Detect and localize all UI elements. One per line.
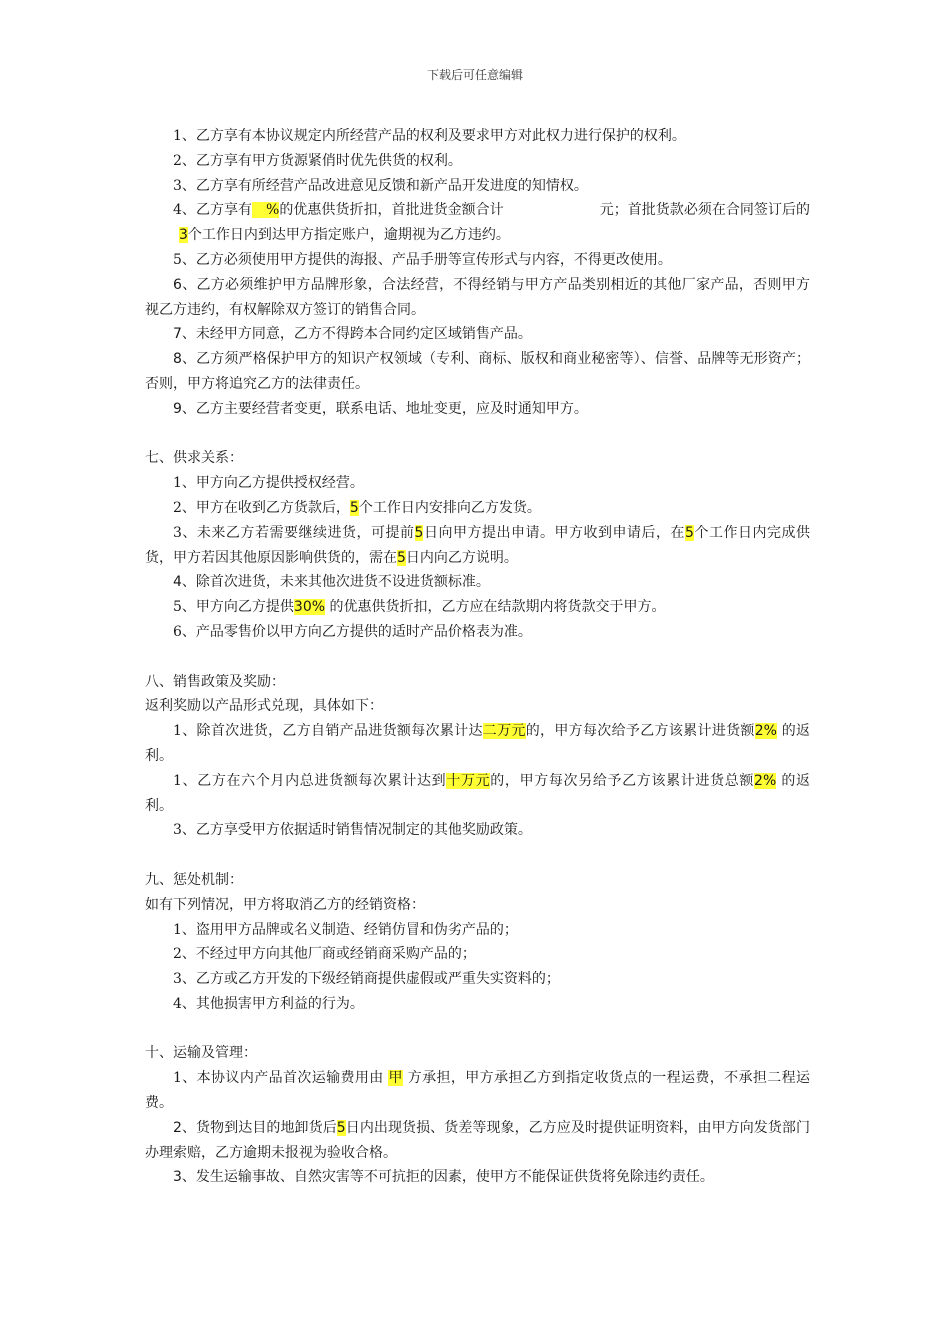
- payment-days-highlight: 3: [179, 227, 188, 244]
- party-a-highlight: 甲: [388, 1070, 403, 1087]
- clause-8-1-text-c: 的返利。: [145, 723, 811, 764]
- clause-8-1: [145, 719, 810, 769]
- clause-10-2: [145, 1116, 810, 1166]
- clause-7-5-text-a: 5、甲方向乙方提供: [173, 599, 294, 616]
- clause-7-5-text-b: 的优惠供货折扣，乙方应在结款期内将货款交于甲方。: [329, 599, 666, 616]
- clause-8-2: [145, 769, 810, 819]
- delivery-days-highlight: 5: [349, 499, 359, 516]
- threshold-amount-highlight: 二万元: [482, 723, 526, 740]
- section-8-title: 八、销售政策及奖励：: [145, 673, 285, 690]
- clause-6-2: 2、乙方享有甲方货源紧俏时优先供货的权利。: [173, 152, 462, 169]
- notice-days-highlight: 5: [397, 549, 406, 566]
- extra-rebate-rate-highlight: 2%: [754, 772, 777, 789]
- section-8-intro: 返利奖励以产品形式兑现，具体如下：: [145, 698, 383, 715]
- page-header: 下载后可任意编辑: [426, 68, 523, 82]
- claim-days-highlight: 5: [336, 1119, 346, 1136]
- clause-8-2-text-c: 的返利。: [145, 772, 811, 814]
- clause-10-1: [145, 1066, 810, 1116]
- clause-6-9: [145, 397, 810, 422]
- clause-7-3-text-c: 个工作日内完成供货，甲方若因其他原因影响供货的，需在: [145, 524, 811, 566]
- clause-6-8: [145, 347, 810, 397]
- clause-9-3: 3、乙方或乙方开发的下级经销商提供虚假或严重失实资料的；: [173, 971, 560, 988]
- clause-7-2: [145, 496, 810, 521]
- advance-days-highlight: 5: [414, 524, 424, 541]
- supply-days-highlight: 5: [685, 524, 694, 541]
- clause-6-7: [145, 322, 810, 347]
- clause-6-8-number: 8: [173, 351, 182, 368]
- clause-10-3: [145, 1165, 810, 1190]
- clause-7-3-text-d: 日内向乙方说明。: [405, 549, 518, 566]
- clause-7-1: 1、甲方向乙方提供授权经营。: [173, 475, 364, 492]
- clause-10-2-number: 2: [173, 1119, 182, 1136]
- section-7-title: 七、供求关系：: [145, 450, 243, 467]
- clause-6-4-text-a: 4、乙方享有: [173, 202, 253, 219]
- clause-10-1-text-b: 方承担，甲方承担乙方到指定收货点的一程运费，不承担二程运费。: [145, 1070, 811, 1112]
- clause-6-6-text: 、乙方必须维护甲方品牌形象，合法经营，不得经销与甲方产品类别相近的其他厂家产品，否则甲方视乙方违约，有权解除双方签订的销售合同。: [145, 276, 810, 318]
- clause-8-2-text-a: 1、乙方在六个月内总进货额每次累计达到: [173, 772, 447, 789]
- clause-6-9-text: 、乙方主要经营者变更，联系电话、地址变更，应及时通知甲方。: [181, 400, 588, 417]
- clause-9-4: 4、其他损害甲方利益的行为。: [173, 995, 364, 1012]
- document-body: [145, 124, 810, 1190]
- clause-7-3-text-b: 日向甲方提出申请。甲方收到申请后，在: [423, 524, 686, 541]
- clause-8-3: 3、乙方享受甲方依据适时销售情况制定的其他奖励政策。: [173, 822, 532, 839]
- clause-6-3: 3、乙方享有所经营产品改进意见反馈和新产品开发进度的知情权。: [173, 177, 588, 194]
- section-9-intro: 如有下列情况，甲方将取消乙方的经销资格：: [145, 896, 425, 913]
- clause-7-2-text-b: 个工作日内安排向乙方发货。: [358, 499, 541, 516]
- clause-9-2: 2、不经过甲方向其他厂商或经销商采购产品的；: [173, 946, 476, 963]
- clause-7-5: [145, 595, 810, 620]
- clause-6-9-number: 9: [173, 400, 182, 417]
- clause-7-4-number: 4: [173, 574, 182, 591]
- clause-6-6-number: 6: [173, 276, 182, 293]
- six-month-amount-highlight: 十万元: [446, 772, 491, 789]
- clause-8-2-text-b: 的，甲方每次另给予乙方该累计进货总额: [490, 772, 755, 789]
- clause-10-2-text-a: 、货物到达目的地卸货后: [181, 1119, 337, 1136]
- clause-6-7-text: 、未经甲方同意，乙方不得跨本合同约定区域销售产品。: [181, 326, 532, 343]
- clause-8-1-text-b: 的，甲方每次给予乙方该累计进货额: [525, 723, 755, 740]
- discount-rate-highlight: 30%: [293, 599, 326, 616]
- clause-6-6: [145, 273, 810, 323]
- clause-6-1: 1、乙方享有本协议规定内所经营产品的权利及要求甲方对此权力进行保护的权利。: [173, 128, 686, 144]
- discount-percent-sign: %: [266, 202, 280, 219]
- clause-9-1: 1、盗用甲方品牌或名义制造、经销仿冒和伪劣产品的；: [173, 921, 518, 938]
- section-10-title: 十、运输及管理：: [145, 1045, 257, 1062]
- clause-6-7-number: 7: [173, 326, 182, 343]
- clause-6-4: [145, 198, 810, 248]
- clause-7-3: [145, 521, 810, 571]
- clause-6-4-text-d: 个工作日内到达甲方指定账户，逾期视为乙方违约。: [187, 227, 510, 244]
- clause-7-4-text: 、除首次进货，未来其他次进货不设进货额标准。: [181, 574, 490, 591]
- section-9-title: 九、惩处机制：: [145, 871, 243, 888]
- clause-6-8-text: 、乙方须严格保护甲方的知识产权领域（专利、商标、版权和商业秘密等）、信誉、品牌等无形资产；否则，甲方将追究乙方的法律责任。: [145, 351, 810, 392]
- clause-10-1-text-a: 1、本协议内产品首次运输费用由: [173, 1070, 384, 1087]
- clause-10-3-number: 3: [173, 1169, 182, 1186]
- discount-blank-highlight: [252, 202, 279, 218]
- clause-10-2-text-b: 日内出现货损、货差等现象，乙方应及时提供证明资料，由甲方向发货部门办理索赔，乙方逾期未报视为验收合格。: [145, 1119, 811, 1161]
- clause-6-4-text-b: 的优惠供货折扣，首批进货金额合计: [279, 202, 504, 219]
- clause-8-1-text-a: 1、除首次进货，乙方自销产品进货额每次累计达: [173, 723, 483, 740]
- clause-7-4: [145, 570, 810, 595]
- clause-7-2-text-a: 2、甲方在收到乙方货款后，: [173, 499, 350, 516]
- clause-6-4-text-c: 元；首批货款必须在合同签订后的: [599, 202, 810, 219]
- clause-7-6: 6、产品零售价以甲方向乙方提供的适时产品价格表为准。: [173, 623, 532, 640]
- clause-7-3-text-a: 3、未来乙方若需要继续进货，可提前: [173, 524, 415, 541]
- clause-10-3-text: 、发生运输事故、自然灾害等不可抗拒的因素，使甲方不能保证供货将免除违约责任。: [181, 1169, 714, 1186]
- clause-6-5: 5、乙方必须使用甲方提供的海报、产品手册等宣传形式与内容，不得更改使用。: [173, 251, 672, 268]
- rebate-rate-highlight: 2%: [754, 723, 777, 740]
